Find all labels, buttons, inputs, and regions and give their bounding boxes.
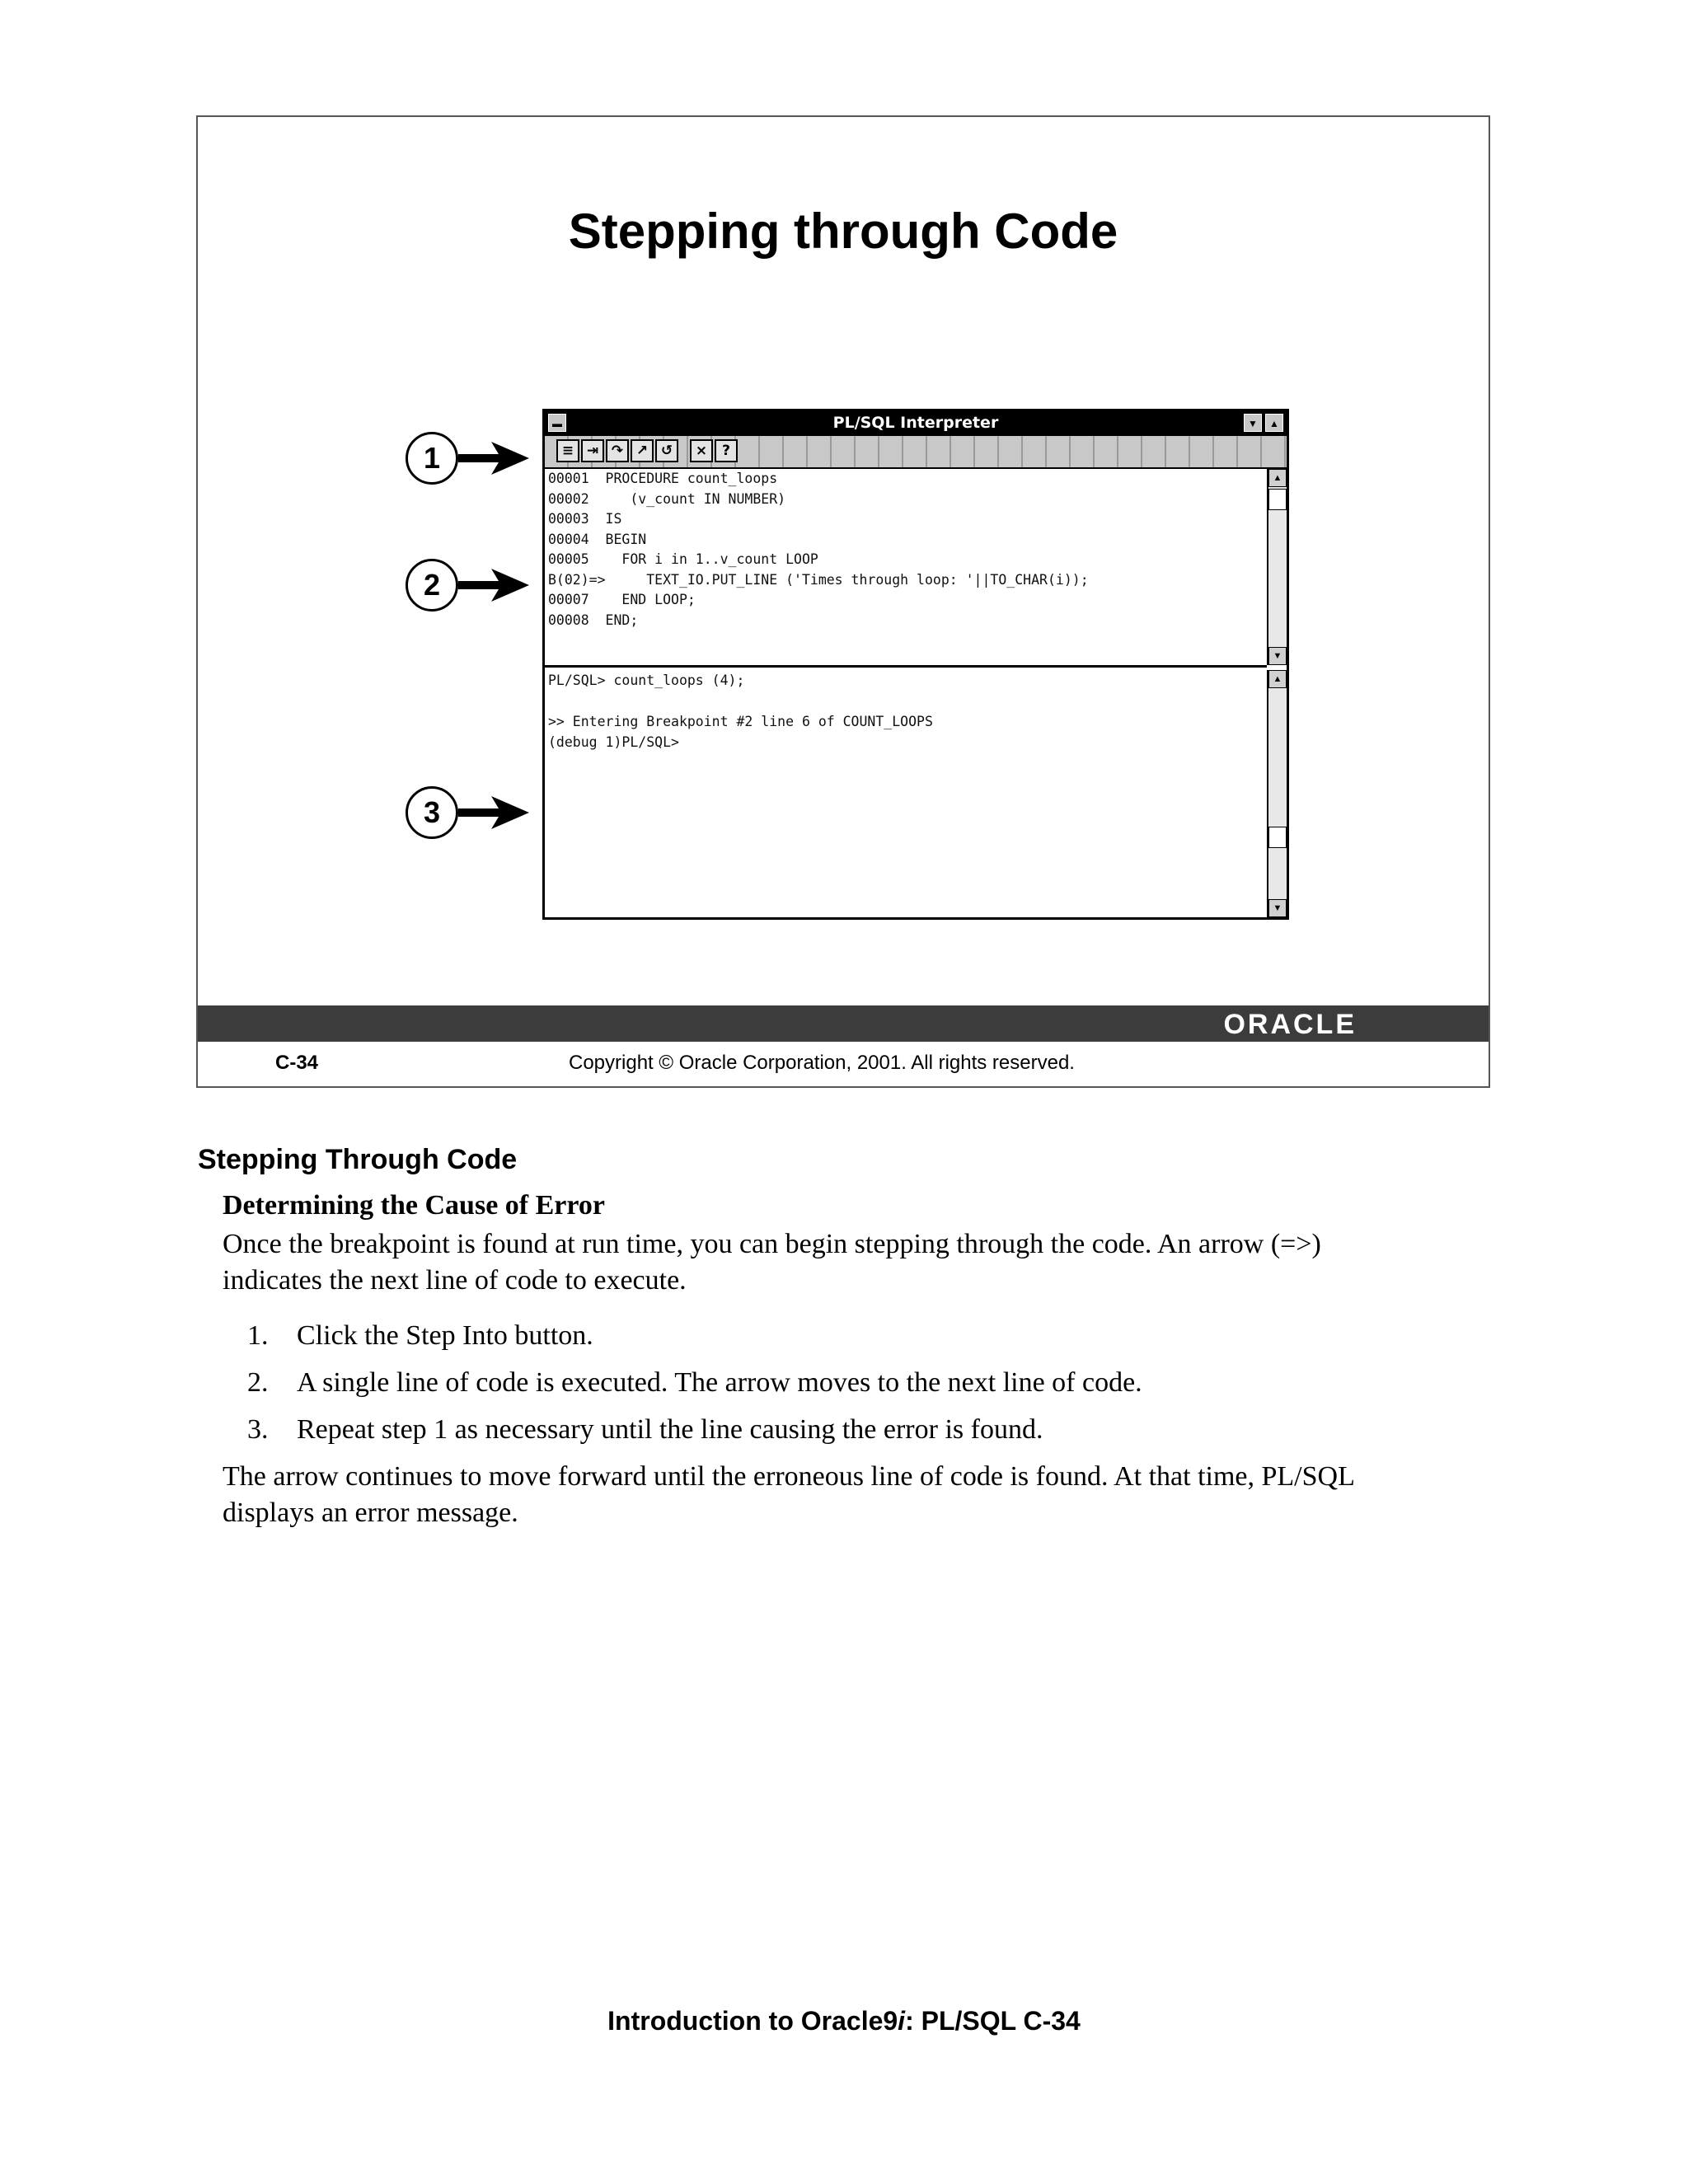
slide-title: Stepping through Code — [568, 204, 1118, 259]
scroll-down-icon[interactable]: ▼ — [1268, 647, 1287, 665]
scroll-up-icon[interactable]: ▲ — [1268, 469, 1287, 487]
closing-line: The arrow continues to move forward until the erroneous line of code is found. At that time, PL/SQL — [223, 1461, 1355, 1492]
copyright-text: Copyright © Oracle Corporation, 2001. All rights reserved. — [569, 1052, 1075, 1074]
step-out-icon[interactable]: ↗ — [631, 439, 654, 462]
footer-italic: i — [898, 2006, 906, 2036]
page-footer — [0, 2006, 1688, 2036]
reset-icon[interactable]: ↺ — [655, 439, 678, 462]
close-icon[interactable]: × — [690, 439, 713, 462]
code-line: 00008 END; — [548, 612, 639, 628]
maximize-icon[interactable]: ▲ — [1265, 414, 1283, 432]
callout-number: 2 — [406, 559, 458, 612]
window-title: PL/SQL Interpreter — [832, 414, 999, 432]
list-item — [223, 1414, 1142, 1461]
plsql-interpreter-window — [542, 409, 1289, 920]
window-titlebar — [545, 411, 1287, 436]
minimize-icon[interactable]: ▼ — [1244, 414, 1262, 432]
interpreter-pane[interactable] — [545, 670, 1267, 917]
callout-number: 3 — [406, 786, 458, 839]
step-over-icon[interactable]: ↷ — [606, 439, 629, 462]
step-text: A single line of code is executed. The arrow moves to the next line of code. — [297, 1367, 1142, 1398]
code-line-current: B(02)=> TEXT_IO.PUT_LINE ('Times through loop: '||TO_CHAR(i)); — [548, 571, 1089, 588]
scroll-thumb[interactable] — [1268, 489, 1287, 510]
intro-line: Once the breakpoint is found at run time, you can begin stepping through the code. An arrow (=>) — [223, 1229, 1321, 1259]
output-line: (debug 1)PL/SQL> — [548, 734, 679, 750]
code-line: 00004 BEGIN — [548, 531, 647, 547]
output-line: >> Entering Breakpoint #2 line 6 of COUNT_LOOPS — [548, 714, 933, 729]
list-item — [223, 1367, 1142, 1414]
closing-line: displays an error message. — [223, 1497, 518, 1528]
step-number: 3. — [247, 1414, 269, 1445]
notes-closing — [223, 1459, 1475, 1531]
notes-intro — [223, 1226, 1475, 1299]
intro-line: indicates the next line of code to execute. — [223, 1265, 687, 1296]
scroll-up-icon[interactable]: ▲ — [1268, 670, 1287, 688]
code-line: 00007 END LOOP; — [548, 592, 696, 607]
step-into-icon[interactable]: ⇥ — [581, 439, 604, 462]
footer-suffix: : PL/SQL C-34 — [905, 2006, 1081, 2036]
source-pane[interactable] — [545, 469, 1267, 668]
code-line: 00001 PROCEDURE count_loops — [548, 471, 778, 486]
arrow-right-icon — [458, 567, 529, 603]
step-number: 1. — [247, 1320, 269, 1351]
step-number: 2. — [247, 1367, 269, 1398]
steps-list — [223, 1320, 1142, 1461]
step-text: Repeat step 1 as necessary until the line causing the error is found. — [297, 1414, 1043, 1445]
oracle-logo: ORACLE — [1223, 1009, 1357, 1040]
step-text: Click the Step Into button. — [297, 1320, 593, 1351]
code-line: 00005 FOR i in 1..v_count LOOP — [548, 551, 818, 567]
output-line: PL/SQL> count_loops (4); — [548, 673, 745, 688]
slide — [196, 115, 1490, 1088]
slide-number: C-34 — [275, 1052, 319, 1074]
output-line — [545, 691, 1267, 711]
list-item — [223, 1320, 1142, 1367]
scroll-down-icon[interactable]: ▼ — [1268, 899, 1287, 917]
arrow-right-icon — [458, 440, 529, 476]
footer-prefix: Introduction to Oracle9 — [607, 2006, 898, 2036]
scroll-thumb[interactable] — [1268, 827, 1287, 848]
system-menu-icon[interactable]: ▬ — [548, 414, 566, 432]
arrow-right-icon — [458, 794, 529, 831]
source-scrollbar[interactable] — [1267, 469, 1287, 665]
toolbar — [545, 436, 1287, 469]
code-line: 00002 (v_count IN NUMBER) — [548, 490, 786, 507]
notes-subheading: Determining the Cause of Error — [223, 1190, 605, 1221]
go-icon[interactable]: ≡ — [556, 439, 579, 462]
slide-footer-bar — [198, 1005, 1489, 1042]
code-line: 00003 IS — [548, 511, 622, 527]
help-icon[interactable]: ? — [715, 439, 738, 462]
notes-heading: Stepping Through Code — [198, 1144, 518, 1175]
interpreter-scrollbar[interactable] — [1267, 670, 1287, 917]
callout-number: 1 — [406, 432, 458, 485]
